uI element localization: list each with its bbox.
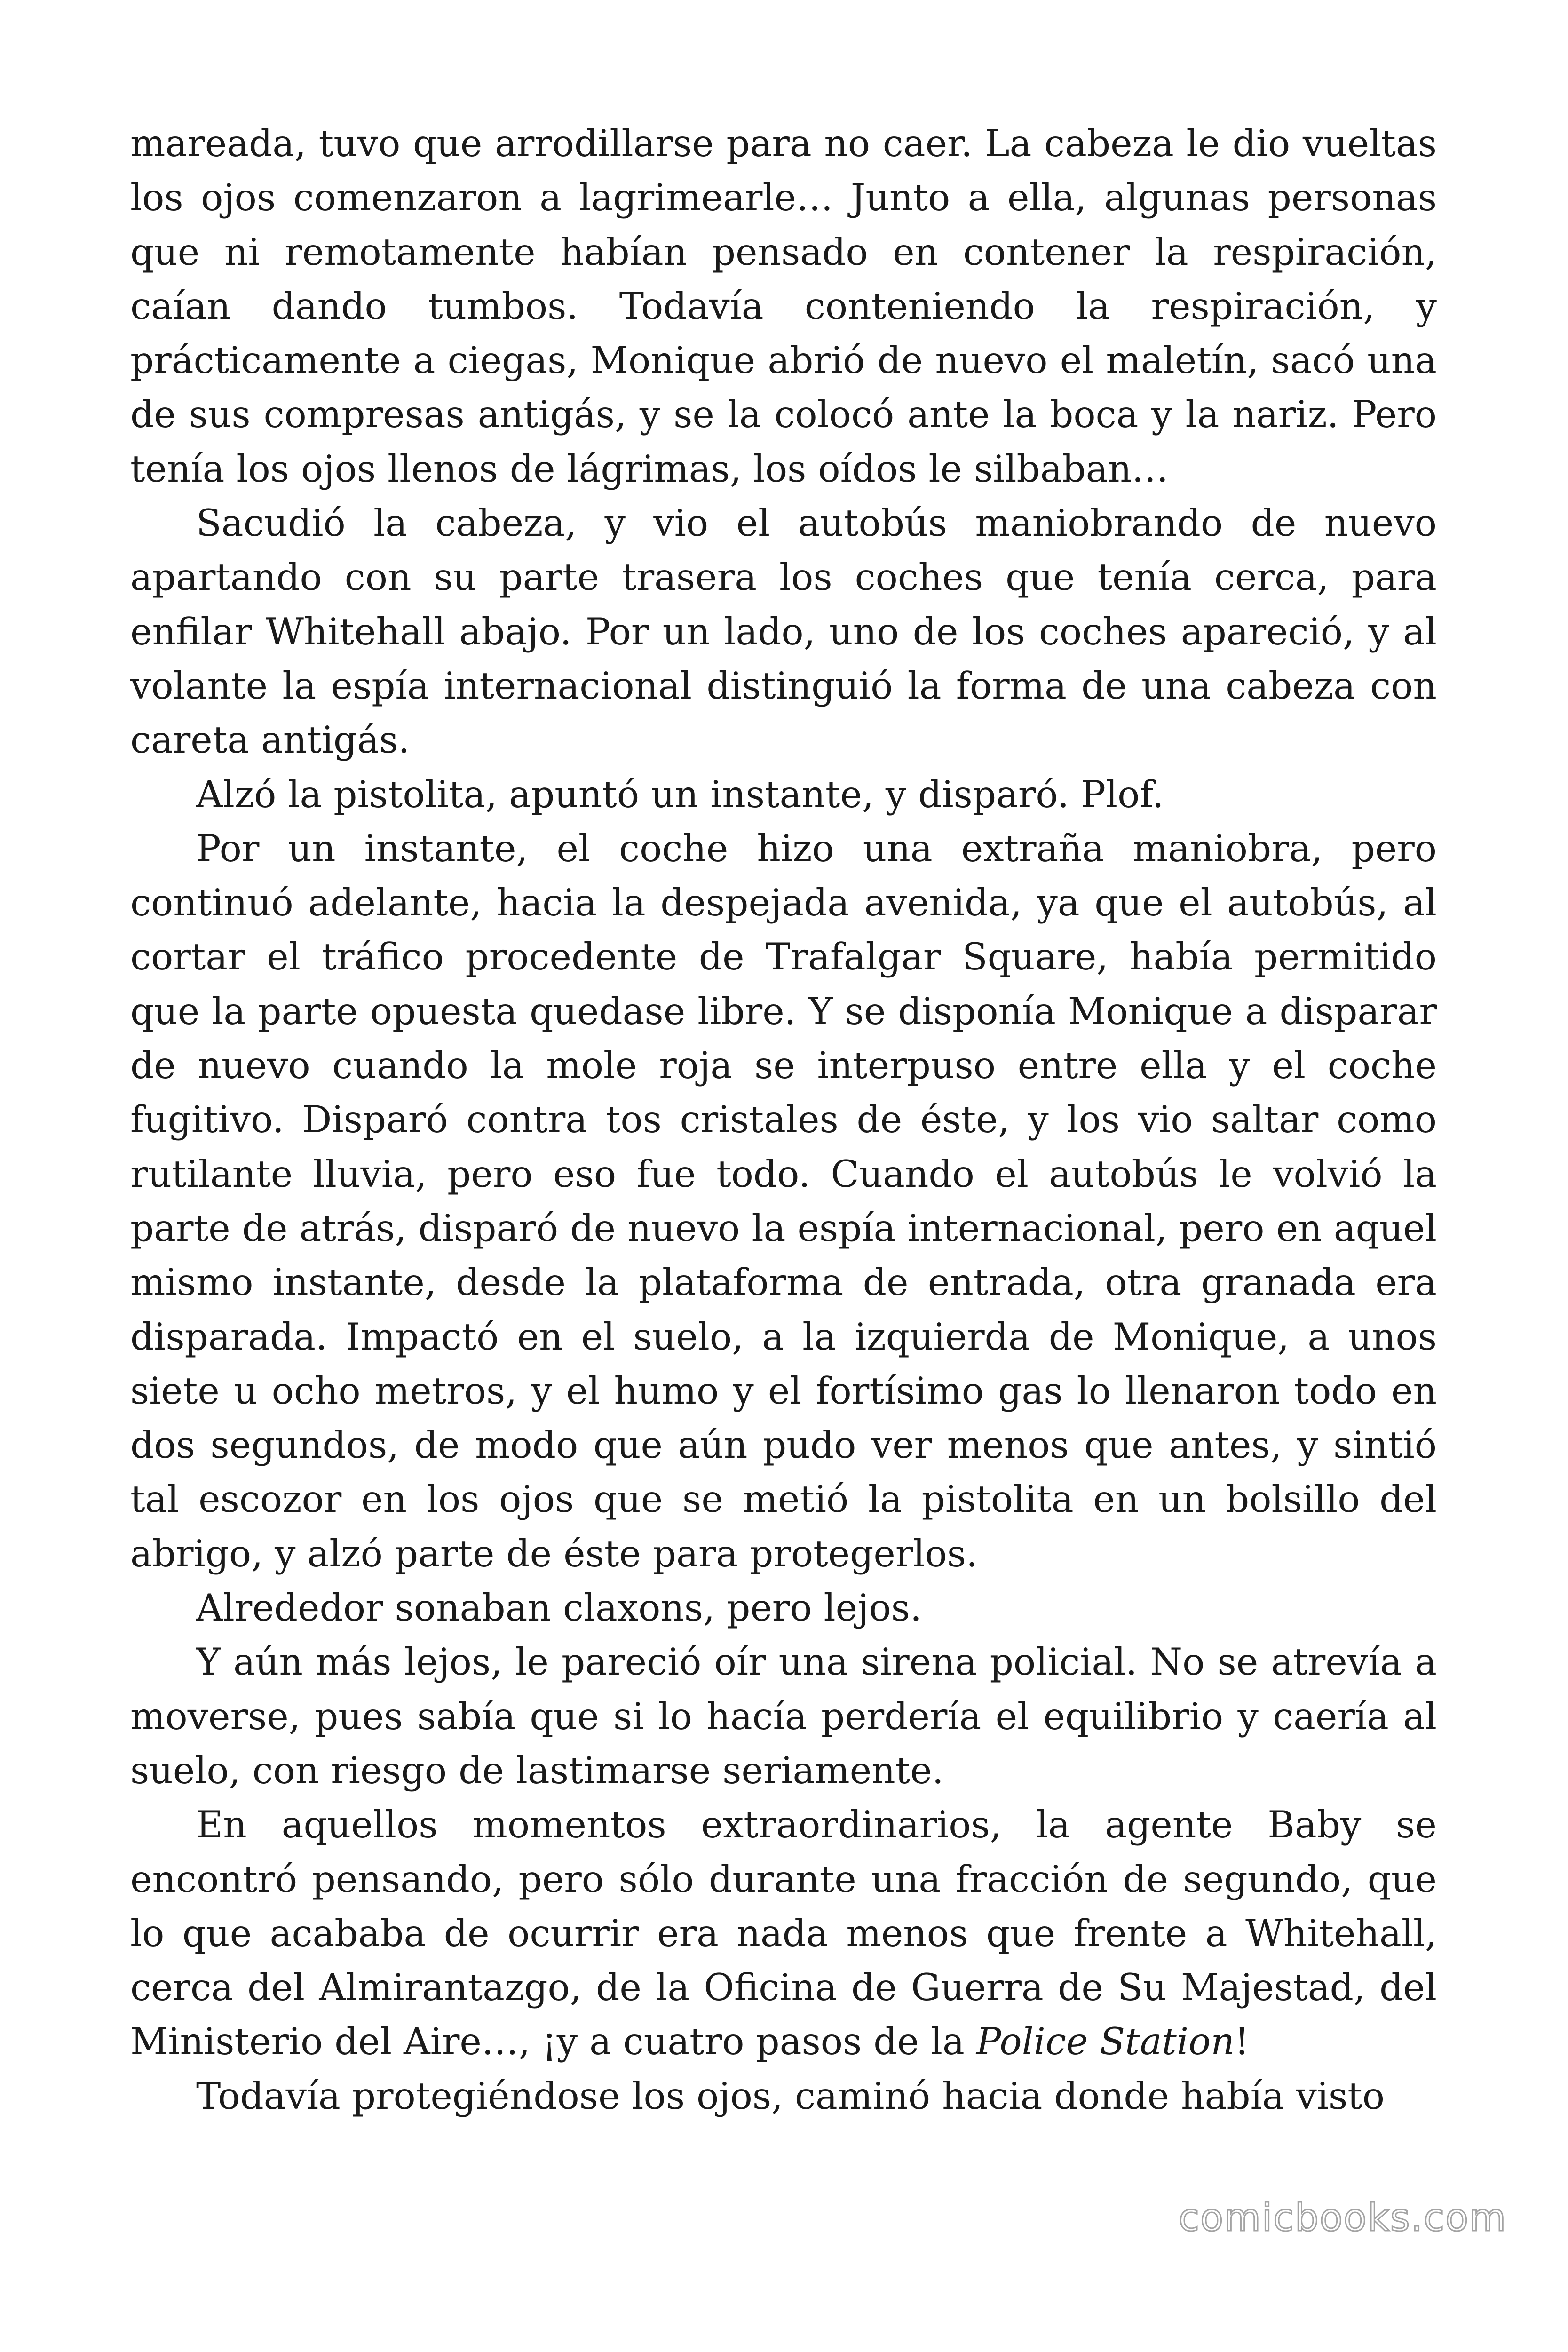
paragraph-2: Sacudió la cabeza, y vio el autobús maniobrando de nuevo apartando con su parte trasera los coches que tenía cerca, para enfilar Whitehall abajo. Por un lado, uno de los coches apareció, y al volante la espía internacional distinguió la forma de una cabeza con careta antigás.: [130, 501, 1437, 762]
paragraph-1: mareada, tuvo que arrodillarse para no caer. La cabeza le dio vueltas los ojos comenzaron a lagrimearle… Junto a ella, algunas personas que ni remotamente habían pensado en contener la respiración, caían dando tumbos. Todavía conteniendo la respiración, y prácticamente a ciegas, Monique abrió de nuevo el maletín, sacó una de sus compresas antigás, y se la colocó ante la boca y la nariz. Pero tenía los ojos llenos de lágrimas, los oídos le silbaban…: [130, 122, 1437, 491]
paragraph-4: Por un instante, el coche hizo una extraña maniobra, pero continuó adelante, hacia la despejada avenida, ya que el autobús, al cortar el tráfico procedente de Trafalgar Square, había permitido que la parte opuesta quedase libre. Y se disponía Monique a disparar de nuevo cuando la mole roja se interpuso entre ella y el coche fugitivo. Disparó contra tos cristales de éste, y los vio saltar como rutilante lluvia, pero eso fue todo. Cuando el autobús le volvió la parte de atrás, disparó de nuevo la espía internacional, pero en aquel mismo instante, desde la plataforma de entrada, otra granada era disparada. Impactó en el suelo, a la izquierda de Monique, a unos siete u ocho metros, y el humo y el fortísimo gas lo llenaron todo en dos segundos, de modo que aún pudo ver menos que antes, y sintió tal escozor en los ojos que se metió la pistolita en un bolsillo del abrigo, y alzó parte de éste para protegerlos.: [130, 826, 1437, 1575]
paragraph-3: Alzó la pistolita, apuntó un instante, y disparó. Plof.: [196, 772, 1164, 816]
watermark: comicbooks.com: [1178, 2196, 1507, 2240]
body-text: [130, 117, 1437, 2123]
paragraph-7: [130, 1798, 1437, 2069]
paragraph-6: Y aún más lejos, le pareció oír una sirena policial. No se atrevía a moverse, pues sabía que si lo hacía perdería el equilibrio y caería al suelo, con riesgo de lastimarse seriamente.: [130, 1640, 1437, 1792]
paragraph-7-text-after: !: [1234, 2020, 1250, 2064]
paragraph-8: Todavía protegiéndose los ojos, caminó hacia donde había visto: [196, 2074, 1385, 2118]
paragraph-5: Alrededor sonaban claxons, pero lejos.: [196, 1586, 922, 1630]
police-station-italic: Police Station: [976, 2020, 1235, 2064]
paragraph-7-text-before: En aquellos momentos extraordinarios, la agente Baby se encontró pensando, pero sólo durante una fracción de segundo, que lo que acababa de ocurrir era nada menos que frente a Whitehall, cerca del Almirantazgo, de la Oficina de Guerra de Su Majestad, del Ministerio del Aire…, ¡y a cuatro pasos de la: [130, 1803, 1437, 2064]
